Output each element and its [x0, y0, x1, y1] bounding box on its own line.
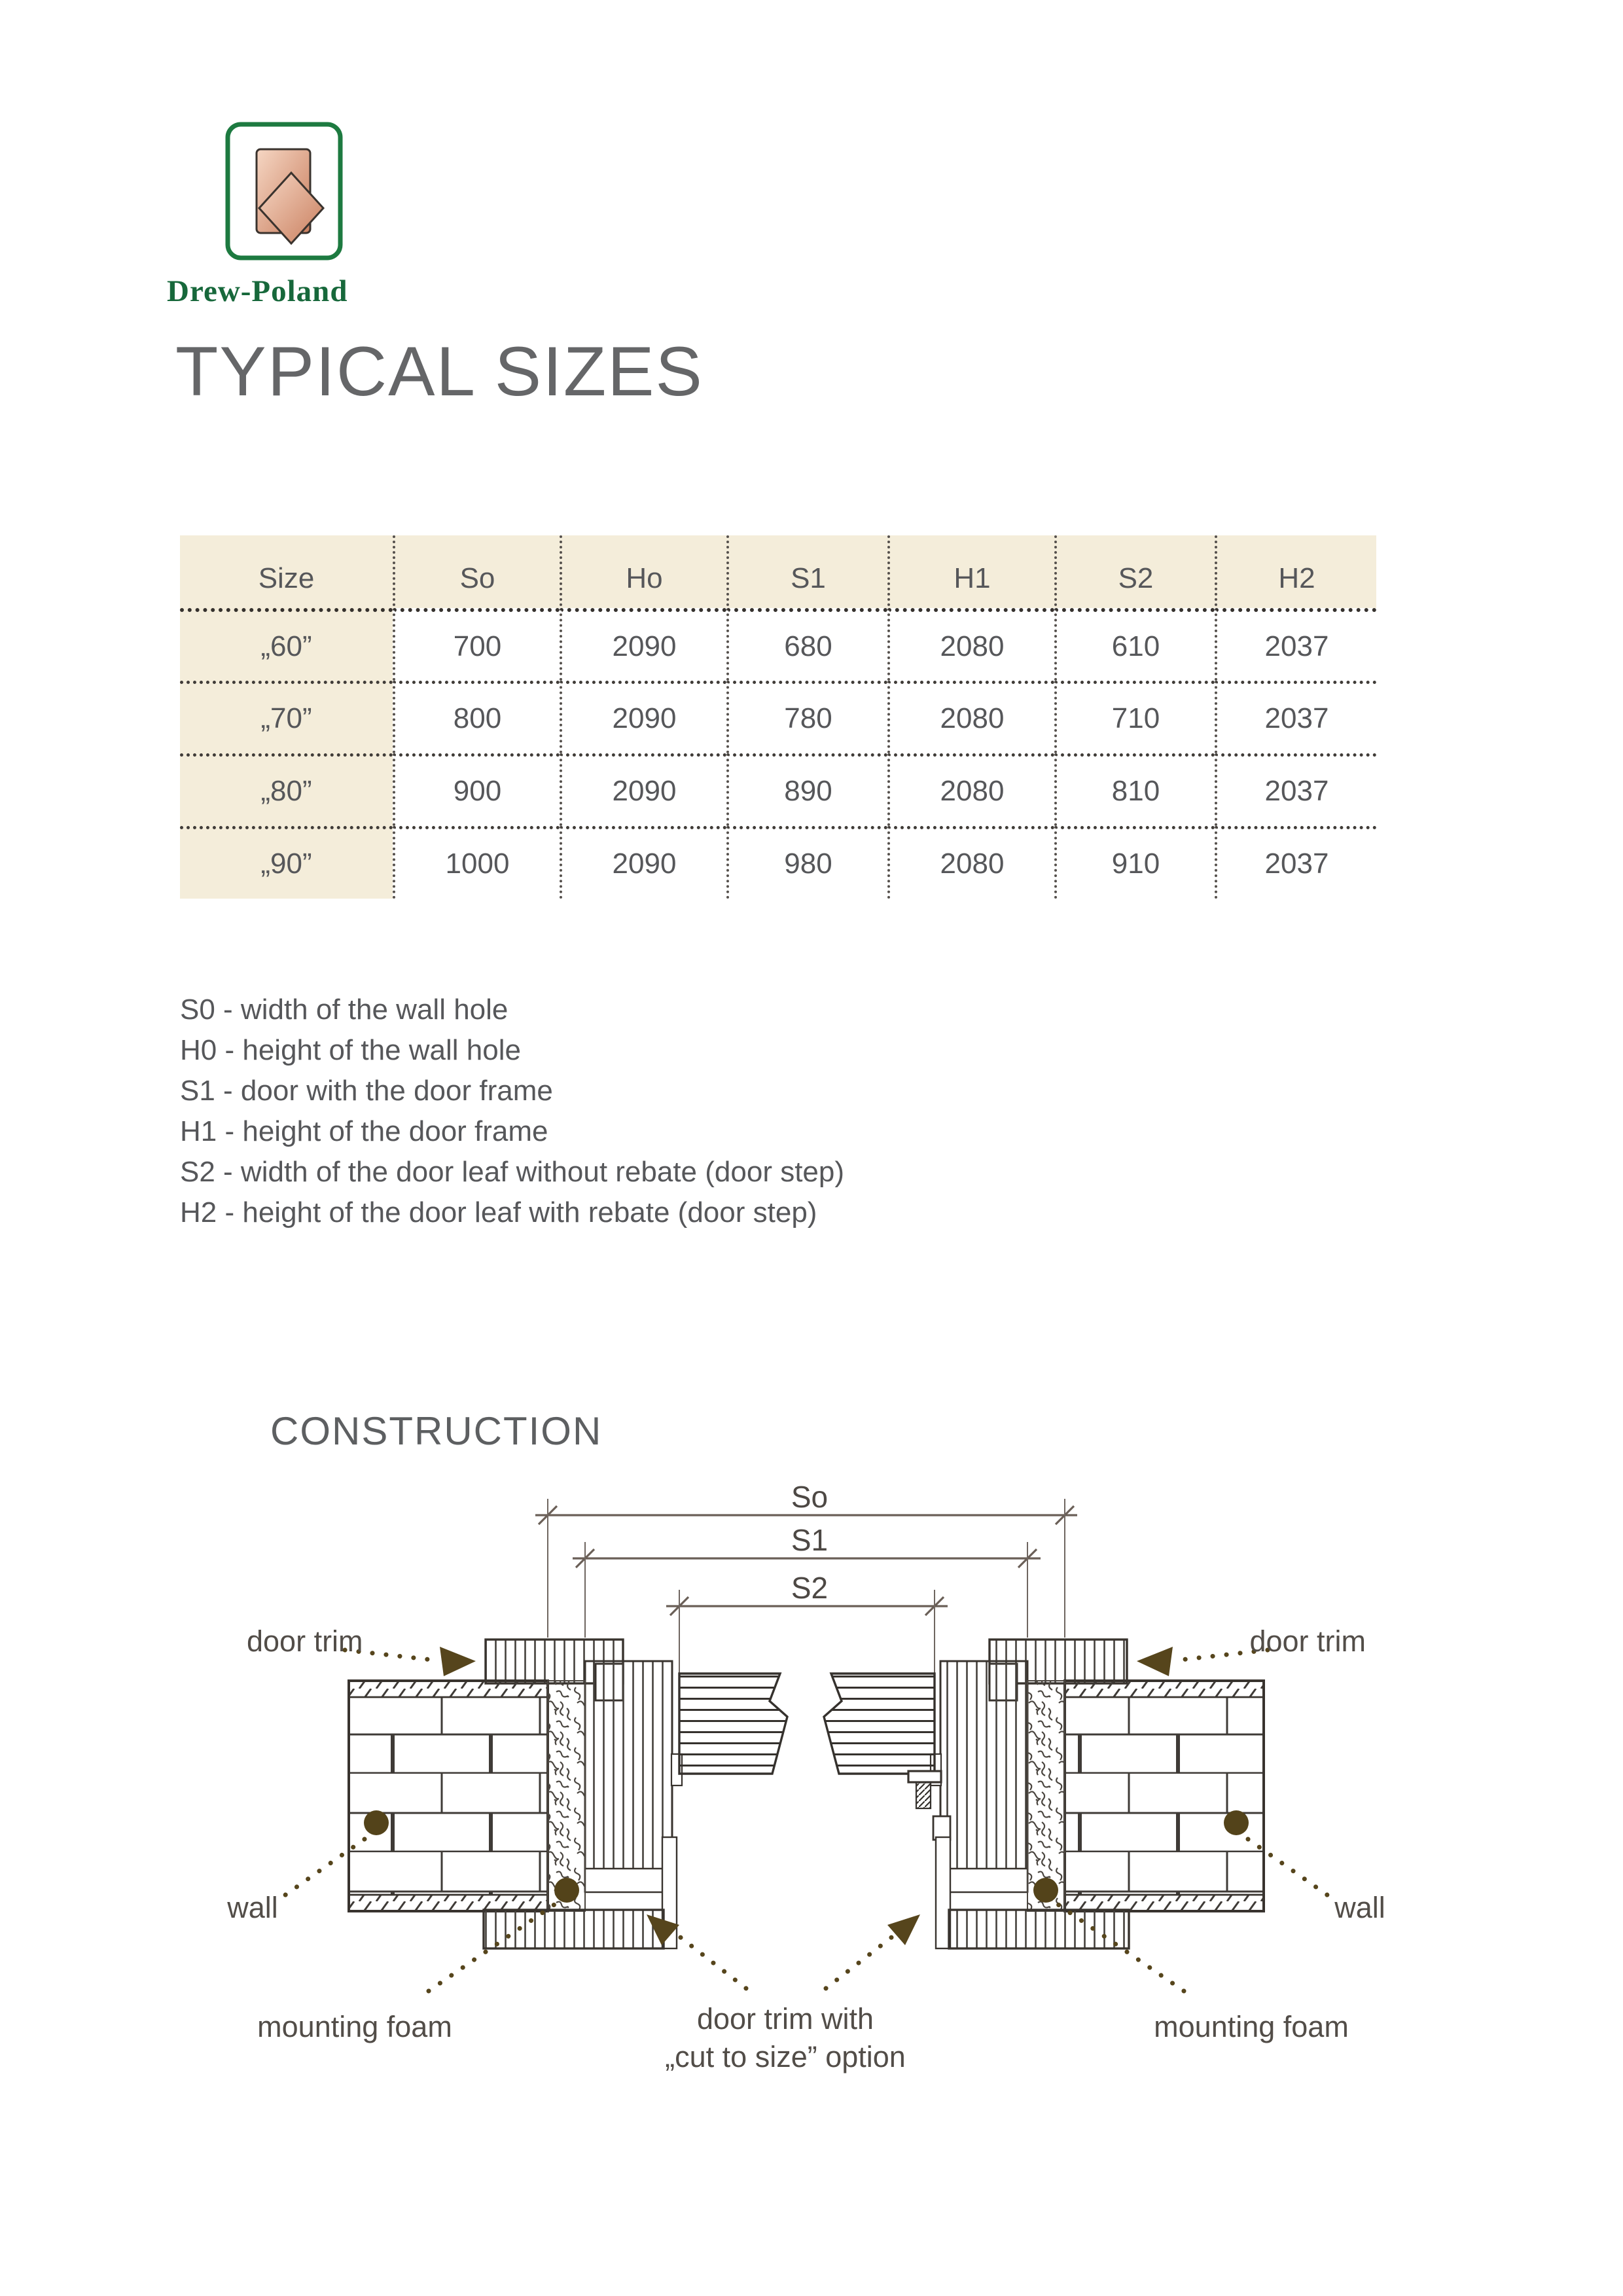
table-cell: „80” [180, 753, 393, 826]
table-cell: 610 [1054, 608, 1215, 681]
construction-diagram [0, 1460, 1623, 2121]
table-header-h2: H2 [1215, 535, 1376, 622]
table-cell: 2090 [560, 608, 726, 681]
label-mounting-foam-right: mounting foam [1154, 2010, 1349, 2043]
dimension-s2 [666, 1571, 948, 1674]
table-cell: 2037 [1215, 608, 1376, 681]
label-door-trim-left: door trim [247, 1624, 363, 1658]
mounting-foam-strip-right [1027, 1681, 1065, 1911]
label-cut-to-size-line1: door trim with [696, 2002, 874, 2036]
leader-cut-right [826, 1933, 897, 1988]
table-cell: 700 [393, 608, 560, 681]
door-leaf-right [824, 1674, 935, 1774]
table-cell: „70” [180, 681, 393, 753]
table-cell: 2080 [887, 681, 1054, 753]
table-header-s1: S1 [726, 535, 887, 622]
label-door-trim-right: door trim [1249, 1624, 1366, 1658]
legend-item: H1 - height of the door frame [180, 1115, 548, 1147]
table-cell: 890 [726, 753, 887, 826]
legend-item: S1 - door with the door frame [180, 1075, 553, 1107]
table-cell: 1000 [393, 826, 560, 899]
arrowhead-cut-right-icon [887, 1914, 920, 1945]
table-cell: 980 [726, 826, 887, 899]
table-cell: 710 [1054, 681, 1215, 753]
dimension-legend [180, 990, 844, 1233]
table-header-s2: S2 [1054, 535, 1215, 622]
dimension-label-s2: S2 [791, 1571, 829, 1605]
legend-item: H2 - height of the door leaf with rebate (door step) [180, 1196, 817, 1229]
door-frame-right [940, 1661, 1027, 1892]
legend-item: H0 - height of the wall hole [180, 1034, 521, 1066]
table-cell: 2090 [560, 681, 726, 753]
table-header-so: So [393, 535, 560, 622]
drew-poland-logo [223, 119, 353, 270]
table-cell: 2037 [1215, 681, 1376, 753]
table-cell: 2037 [1215, 753, 1376, 826]
label-cut-to-size-line2: „cut to size” option [665, 2040, 906, 2073]
table-cell: 2090 [560, 826, 726, 899]
arrowhead-door-trim-right-icon [1137, 1647, 1173, 1676]
door-frame-left [585, 1661, 672, 1892]
door-leaf-left [679, 1674, 787, 1774]
page-title: TYPICAL SIZES [175, 332, 704, 410]
table-cell: 2037 [1215, 826, 1376, 899]
wall-left [349, 1681, 548, 1911]
table-cell: „60” [180, 608, 393, 681]
foam-ref-dot-left [554, 1878, 579, 1903]
wall-right [1065, 1681, 1264, 1911]
table-cell: 2080 [887, 753, 1054, 826]
table-cell: 800 [393, 681, 560, 753]
table-header-size: Size [180, 535, 393, 622]
table-header-h1: H1 [887, 535, 1054, 622]
table-cell: 2090 [560, 753, 726, 826]
construction-heading: CONSTRUCTION [270, 1409, 603, 1453]
label-mounting-foam-left: mounting foam [257, 2010, 452, 2043]
table-cell: 680 [726, 608, 887, 681]
table-cell: 780 [726, 681, 887, 753]
legend-item: S0 - width of the wall hole [180, 994, 508, 1026]
label-wall-left: wall [227, 1891, 278, 1924]
foam-ref-dot-right [1033, 1878, 1058, 1903]
label-wall-right: wall [1334, 1891, 1385, 1924]
frame-foot-left [585, 1869, 672, 1892]
brand-name: Drew-Poland [167, 274, 348, 308]
legend-item: S2 - width of the door leaf without rebate (door step) [180, 1156, 845, 1188]
wall-ref-dot-left [364, 1810, 389, 1835]
table-cell: 2080 [887, 826, 1054, 899]
sizes-table [180, 535, 1376, 899]
table-cell: 2080 [887, 608, 1054, 681]
table-cell: 910 [1054, 826, 1215, 899]
wall-ref-dot-right [1224, 1810, 1249, 1835]
door-trim-bottom-right [949, 1910, 1129, 1948]
table-cell: 900 [393, 753, 560, 826]
dimension-label-so: So [791, 1480, 829, 1514]
door-trim-bottom-left [484, 1910, 664, 1948]
table-header-ho: Ho [560, 535, 726, 622]
dimension-label-s1: S1 [791, 1523, 829, 1557]
table-cell: „90” [180, 826, 393, 899]
table-cell: 810 [1054, 753, 1215, 826]
mounting-foam-strip-left [548, 1681, 585, 1911]
leader-cut-left [675, 1933, 746, 1988]
frame-foot-right [940, 1869, 1027, 1892]
arrowhead-door-trim-left-icon [440, 1647, 476, 1676]
